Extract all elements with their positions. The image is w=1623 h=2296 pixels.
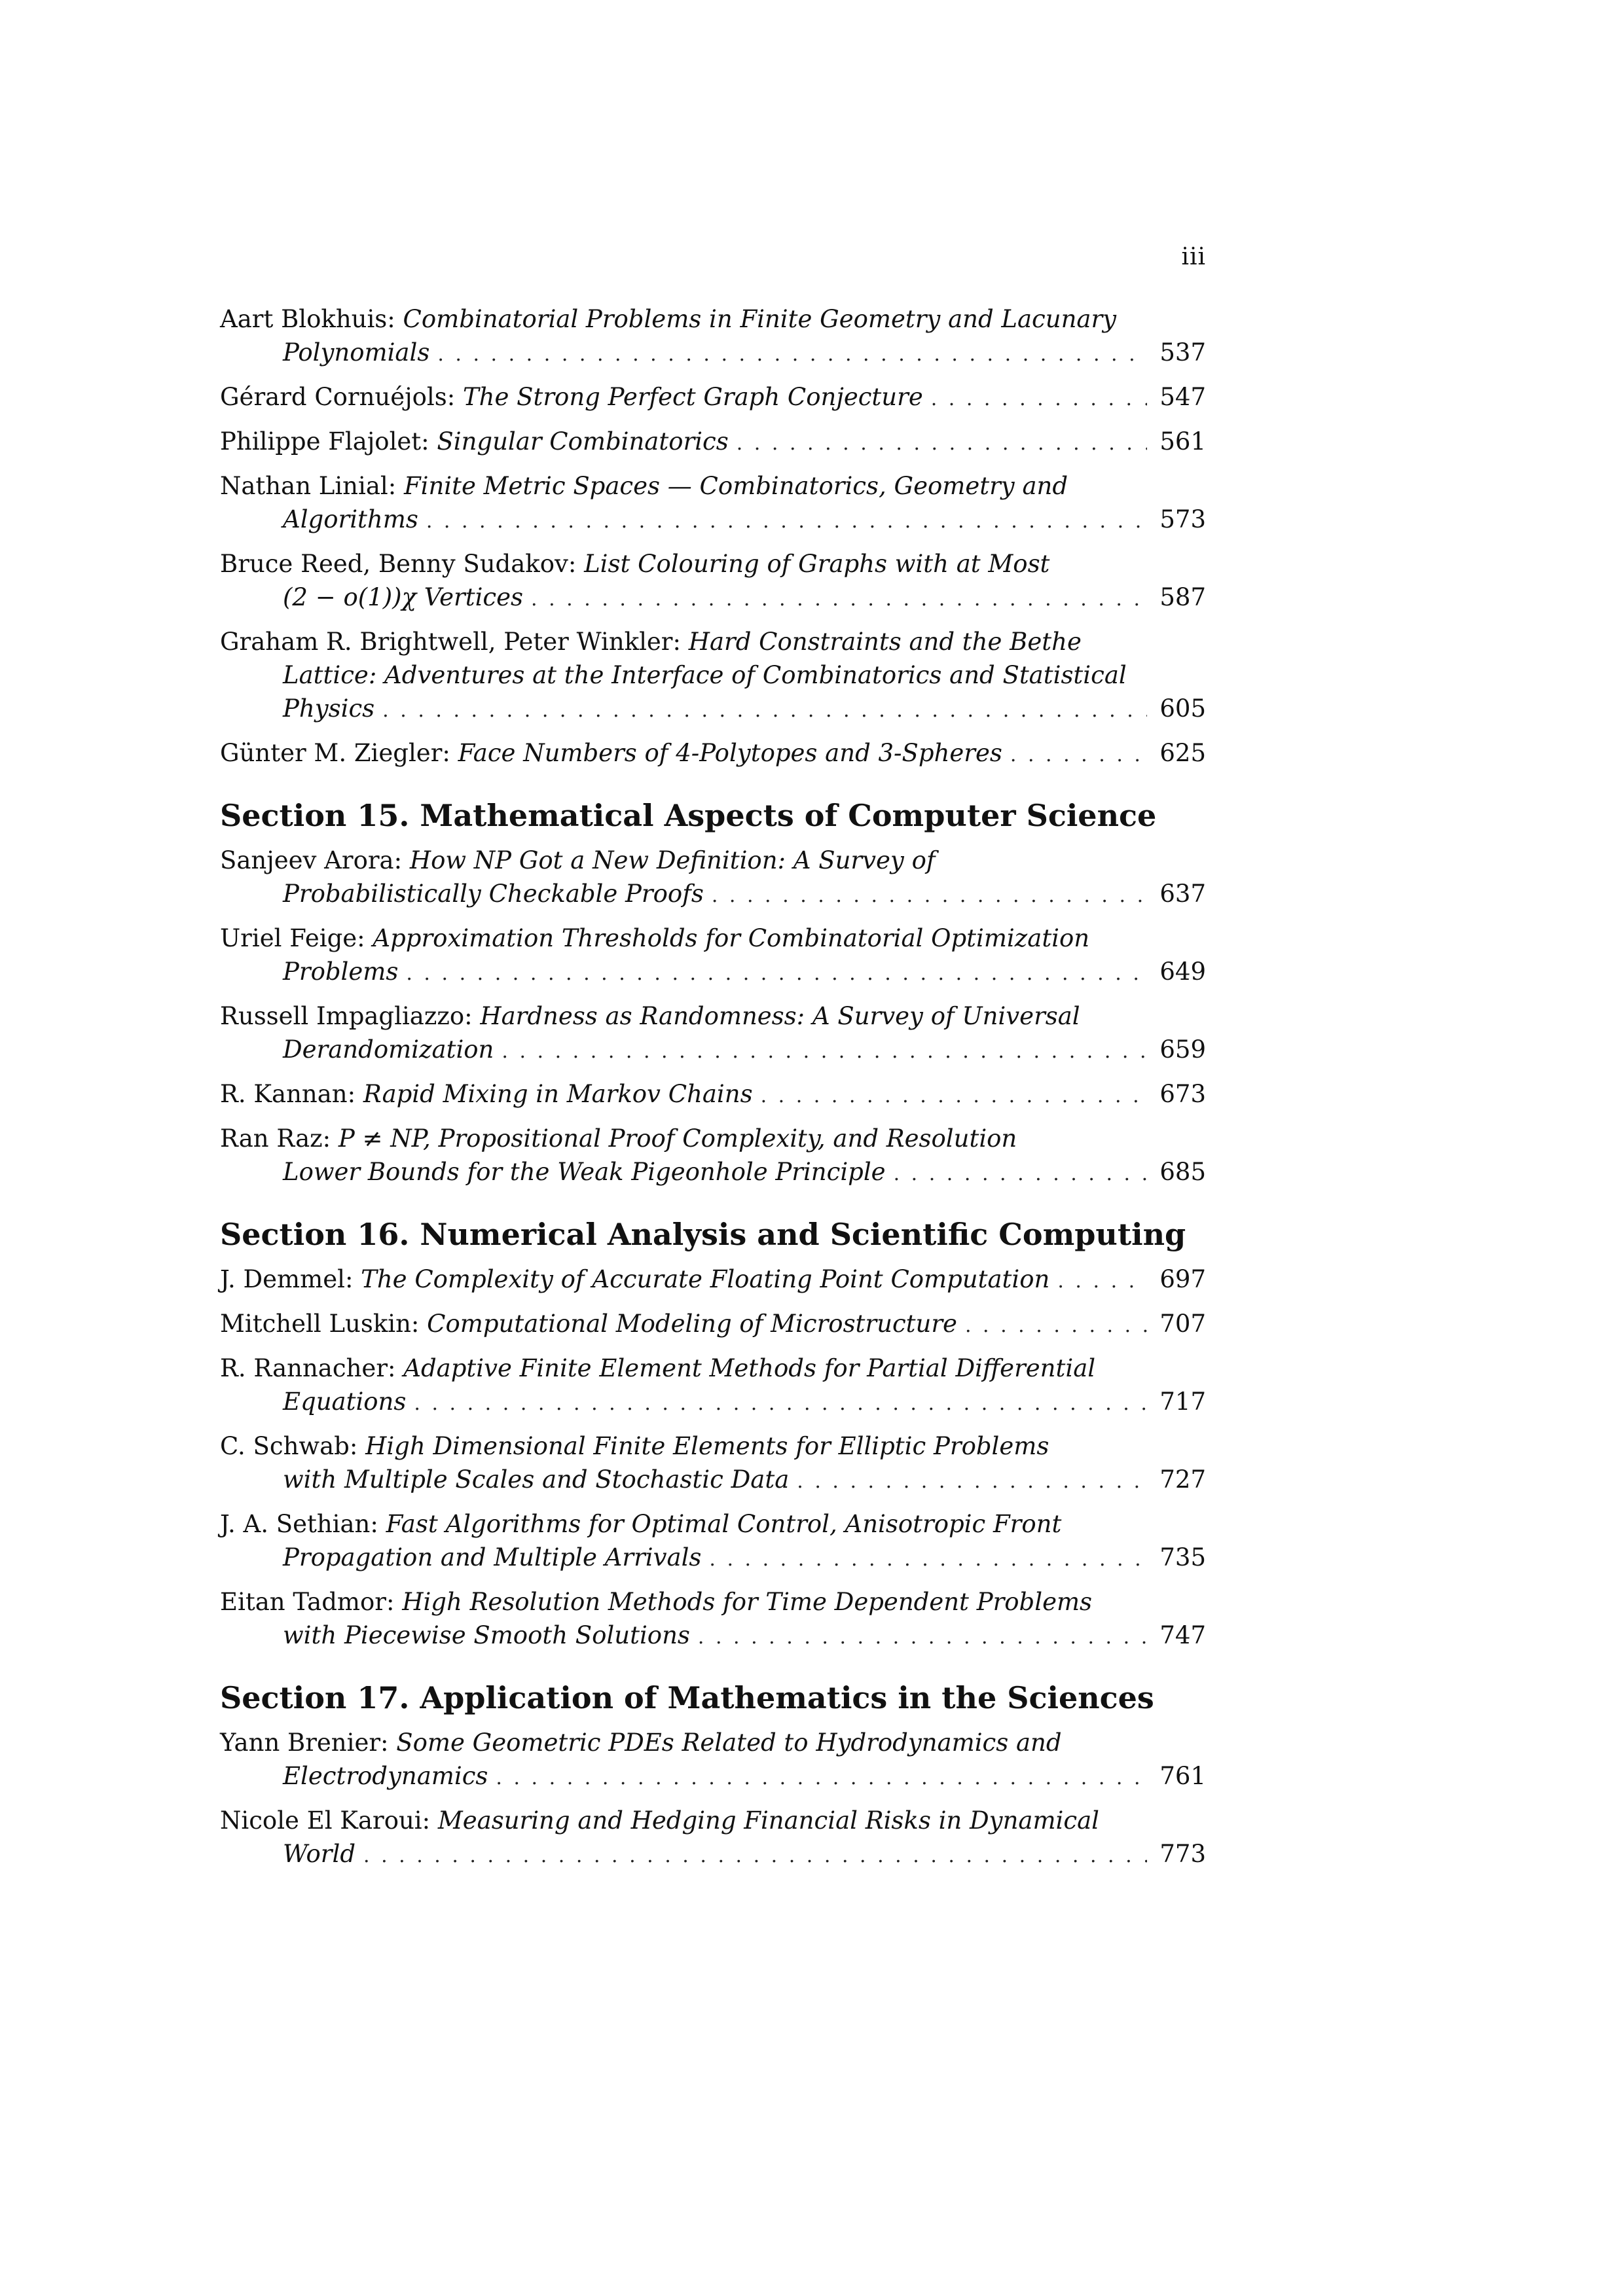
dot-leader xyxy=(712,879,1147,912)
toc-entry[interactable] xyxy=(220,1804,1206,1873)
entry-title: Probabilistically Checkable Proofs xyxy=(283,880,704,908)
toc-entry-line xyxy=(220,469,1206,503)
entry-author: Nicole El Karoui: xyxy=(220,1806,438,1835)
entry-title: Measuring and Hedging Financial Risks in Dynamical xyxy=(437,1806,1099,1835)
dot-leader xyxy=(1010,738,1147,772)
entry-title: Algorithms xyxy=(283,505,418,533)
entry-page-number: 605 xyxy=(1159,694,1206,723)
toc-entry-line xyxy=(220,1619,1206,1654)
dot-leader xyxy=(531,583,1147,616)
entry-author: R. Rannacher: xyxy=(220,1354,404,1382)
dot-leader xyxy=(894,1157,1147,1191)
dot-leader xyxy=(501,1035,1147,1068)
entry-title: Derandomization xyxy=(283,1035,494,1064)
dot-leader xyxy=(496,1761,1147,1795)
toc-entry[interactable] xyxy=(220,1429,1206,1498)
toc-entry-line xyxy=(220,380,1206,416)
entry-page-number: 547 xyxy=(1159,383,1206,411)
entry-author: Gérard Cornuéjols: xyxy=(220,383,463,411)
entry-title: Adaptive Finite Element Methods for Partial Differential xyxy=(403,1354,1096,1382)
toc-entry[interactable] xyxy=(220,1077,1206,1113)
entry-title: Lower Bounds for the Weak Pigeonhole Principle xyxy=(283,1158,886,1186)
toc-entry[interactable] xyxy=(220,1122,1206,1191)
entry-title: Problems xyxy=(283,958,399,986)
toc-entry-line xyxy=(220,1352,1206,1385)
entry-title: Equations xyxy=(283,1388,407,1416)
dot-leader xyxy=(382,694,1147,727)
toc-entry-line xyxy=(220,1804,1206,1837)
dot-leader xyxy=(709,1543,1147,1576)
toc-entry-line xyxy=(220,1429,1206,1463)
entry-page-number: 685 xyxy=(1159,1158,1206,1186)
dot-leader xyxy=(363,1839,1147,1873)
entry-title: High Dimensional Finite Elements for Elliptic Problems xyxy=(365,1432,1049,1460)
entry-author: Philippe Flajolet: xyxy=(220,427,437,456)
entry-title: P ≠ NP, Propositional Proof Complexity, and Resolution xyxy=(338,1124,1017,1153)
entry-page-number: 659 xyxy=(1159,1035,1206,1064)
toc-entry-line xyxy=(220,1385,1206,1420)
toc-entry[interactable] xyxy=(220,425,1206,460)
toc-entry-line xyxy=(220,955,1206,990)
entry-page-number: 717 xyxy=(1159,1388,1206,1416)
entry-title: Face Numbers of 4-Polytopes and 3-Spheres xyxy=(458,739,1002,767)
entry-author: J. Demmel: xyxy=(220,1265,361,1293)
entry-title: Approximation Thresholds for Combinatorial Optimization xyxy=(373,924,1090,952)
entry-author: Bruce Reed, Benny Sudakov: xyxy=(220,550,585,578)
entry-author: Eitan Tadmor: xyxy=(220,1588,403,1616)
entry-page-number: 573 xyxy=(1159,505,1206,533)
dot-leader xyxy=(965,1309,1147,1342)
toc-entry-line xyxy=(220,1033,1206,1068)
toc-entry[interactable] xyxy=(220,999,1206,1068)
dot-leader xyxy=(698,1621,1147,1654)
entry-author: Ran Raz: xyxy=(220,1124,338,1153)
toc-entry-line xyxy=(220,625,1206,658)
entry-author: Sanjeev Arora: xyxy=(220,846,410,874)
entry-title: Fast Algorithms for Optimal Control, Anisotropic Front xyxy=(386,1510,1062,1538)
entry-title: Rapid Mixing in Markov Chains xyxy=(363,1080,753,1108)
entry-author: R. Kannan: xyxy=(220,1080,363,1108)
entry-title: Some Geometric PDEs Related to Hydrodynamics and xyxy=(396,1729,1062,1757)
entry-title: High Resolution Methods for Time Dependent Problems xyxy=(402,1588,1093,1616)
toc-entry-line xyxy=(220,999,1206,1033)
entry-title: Computational Modeling of Microstructure xyxy=(427,1310,957,1338)
entry-page-number: 537 xyxy=(1159,338,1206,367)
dot-leader xyxy=(931,382,1147,416)
dot-leader xyxy=(426,505,1147,538)
entry-title: The Strong Perfect Graph Conjecture xyxy=(462,383,923,411)
dot-leader xyxy=(437,338,1147,371)
entry-title: The Complexity of Accurate Floating Point Computation xyxy=(361,1265,1050,1293)
toc-entry[interactable] xyxy=(220,1352,1206,1420)
toc-entry[interactable] xyxy=(220,1263,1206,1298)
entry-page-number: 673 xyxy=(1159,1080,1206,1108)
entry-page-number: 649 xyxy=(1159,958,1206,986)
dot-leader xyxy=(406,957,1147,990)
section-heading: Section 16. Numerical Analysis and Scientific Computing xyxy=(220,1217,1186,1252)
toc-entry[interactable] xyxy=(220,380,1206,416)
toc-entry[interactable] xyxy=(220,547,1206,616)
entry-page-number: 697 xyxy=(1159,1265,1206,1293)
entry-author: Aart Blokhuis: xyxy=(220,305,403,333)
toc-entry-line xyxy=(220,1077,1206,1113)
toc-entry-line xyxy=(220,1726,1206,1759)
toc-entry-line xyxy=(220,1155,1206,1191)
toc-entry-line xyxy=(220,503,1206,538)
entry-page-number: 747 xyxy=(1159,1621,1206,1649)
toc-entry[interactable] xyxy=(220,1585,1206,1654)
entry-page-number: 637 xyxy=(1159,880,1206,908)
toc-entry-line xyxy=(220,1837,1206,1873)
toc-entry-line xyxy=(220,736,1206,772)
entry-title: Hardness as Randomness: A Survey of Universal xyxy=(480,1002,1080,1030)
entry-author: Nathan Linial: xyxy=(220,472,404,500)
entry-title: Combinatorial Problems in Finite Geometry and Lacunary xyxy=(403,305,1117,333)
entry-title: Hard Constraints and the Bethe xyxy=(688,628,1082,656)
toc-entry[interactable] xyxy=(220,1726,1206,1795)
toc-entry[interactable] xyxy=(220,1507,1206,1576)
toc-entry-line xyxy=(220,302,1206,336)
toc-entry-line xyxy=(220,581,1206,616)
entry-title: Finite Metric Spaces — Combinatorics, Geometry and xyxy=(403,472,1068,500)
toc-entry[interactable] xyxy=(220,844,1206,912)
toc-entry-line xyxy=(220,1507,1206,1541)
dot-leader xyxy=(797,1465,1147,1498)
entry-page-number: 735 xyxy=(1159,1543,1206,1571)
toc-entry-line xyxy=(220,1585,1206,1619)
entry-title: (2 − o(1))χ Vertices xyxy=(283,583,524,611)
toc-entry[interactable] xyxy=(220,625,1206,727)
toc-entry-line xyxy=(220,1307,1206,1342)
table-of-contents xyxy=(220,302,1206,1882)
entry-author: Uriel Feige: xyxy=(220,924,373,952)
toc-entry-line xyxy=(220,1463,1206,1498)
toc-entry-line xyxy=(220,1263,1206,1298)
toc-entry-line xyxy=(220,425,1206,460)
page-number: iii xyxy=(1181,243,1206,270)
entry-page-number: 707 xyxy=(1159,1310,1206,1338)
toc-entry-line xyxy=(220,692,1206,727)
section-heading: Section 17. Application of Mathematics in the Sciences xyxy=(220,1680,1154,1715)
entry-page-number: 587 xyxy=(1159,583,1206,611)
entry-title: Propagation and Multiple Arrivals xyxy=(283,1543,702,1571)
dot-leader xyxy=(761,1079,1147,1113)
dot-leader xyxy=(414,1387,1147,1420)
toc-entry-line xyxy=(220,1541,1206,1576)
toc-entry-line xyxy=(220,877,1206,912)
entry-title: Lattice: Adventures at the Interface of Combinatorics and Statistical xyxy=(283,661,1127,689)
entry-page-number: 727 xyxy=(1159,1465,1206,1494)
entry-title: Polynomials xyxy=(283,338,430,367)
entry-author: J. A. Sethian: xyxy=(220,1510,386,1538)
entry-author: Graham R. Brightwell, Peter Winkler: xyxy=(220,628,689,656)
entry-title: World xyxy=(283,1840,356,1868)
toc-entry-line xyxy=(220,658,1206,692)
toc-entry-line xyxy=(220,547,1206,581)
toc-entry[interactable] xyxy=(220,1307,1206,1342)
toc-entry[interactable] xyxy=(220,922,1206,990)
section-heading: Section 15. Mathematical Aspects of Computer Science xyxy=(220,798,1157,833)
dot-leader xyxy=(1057,1265,1147,1298)
toc-entry-line xyxy=(220,844,1206,877)
entry-title: List Colouring of Graphs with at Most xyxy=(584,550,1050,578)
entry-page-number: 761 xyxy=(1159,1762,1206,1790)
toc-entry[interactable] xyxy=(220,736,1206,772)
toc-entry-line xyxy=(220,922,1206,955)
toc-entry-line xyxy=(220,336,1206,371)
entry-page-number: 561 xyxy=(1159,427,1206,456)
entry-page-number: 773 xyxy=(1159,1840,1206,1868)
dot-leader xyxy=(737,427,1147,460)
entry-author: Mitchell Luskin: xyxy=(220,1310,428,1338)
entry-author: Günter M. Ziegler: xyxy=(220,739,458,767)
entry-title: How NP Got a New Definition: A Survey of xyxy=(409,846,936,874)
entry-author: Yann Brenier: xyxy=(220,1729,397,1757)
entry-title: Physics xyxy=(283,694,375,723)
entry-title: Electrodynamics xyxy=(283,1762,488,1790)
entry-page-number: 625 xyxy=(1159,739,1206,767)
toc-entry-line xyxy=(220,1759,1206,1795)
entry-author: Russell Impagliazzo: xyxy=(220,1002,481,1030)
entry-title: Singular Combinatorics xyxy=(437,427,729,456)
toc-entry[interactable] xyxy=(220,469,1206,538)
entry-title: with Multiple Scales and Stochastic Data xyxy=(283,1465,790,1494)
toc-entry-line xyxy=(220,1122,1206,1155)
entry-author: C. Schwab: xyxy=(220,1432,366,1460)
entry-title: with Piecewise Smooth Solutions xyxy=(283,1621,690,1649)
toc-entry[interactable] xyxy=(220,302,1206,371)
